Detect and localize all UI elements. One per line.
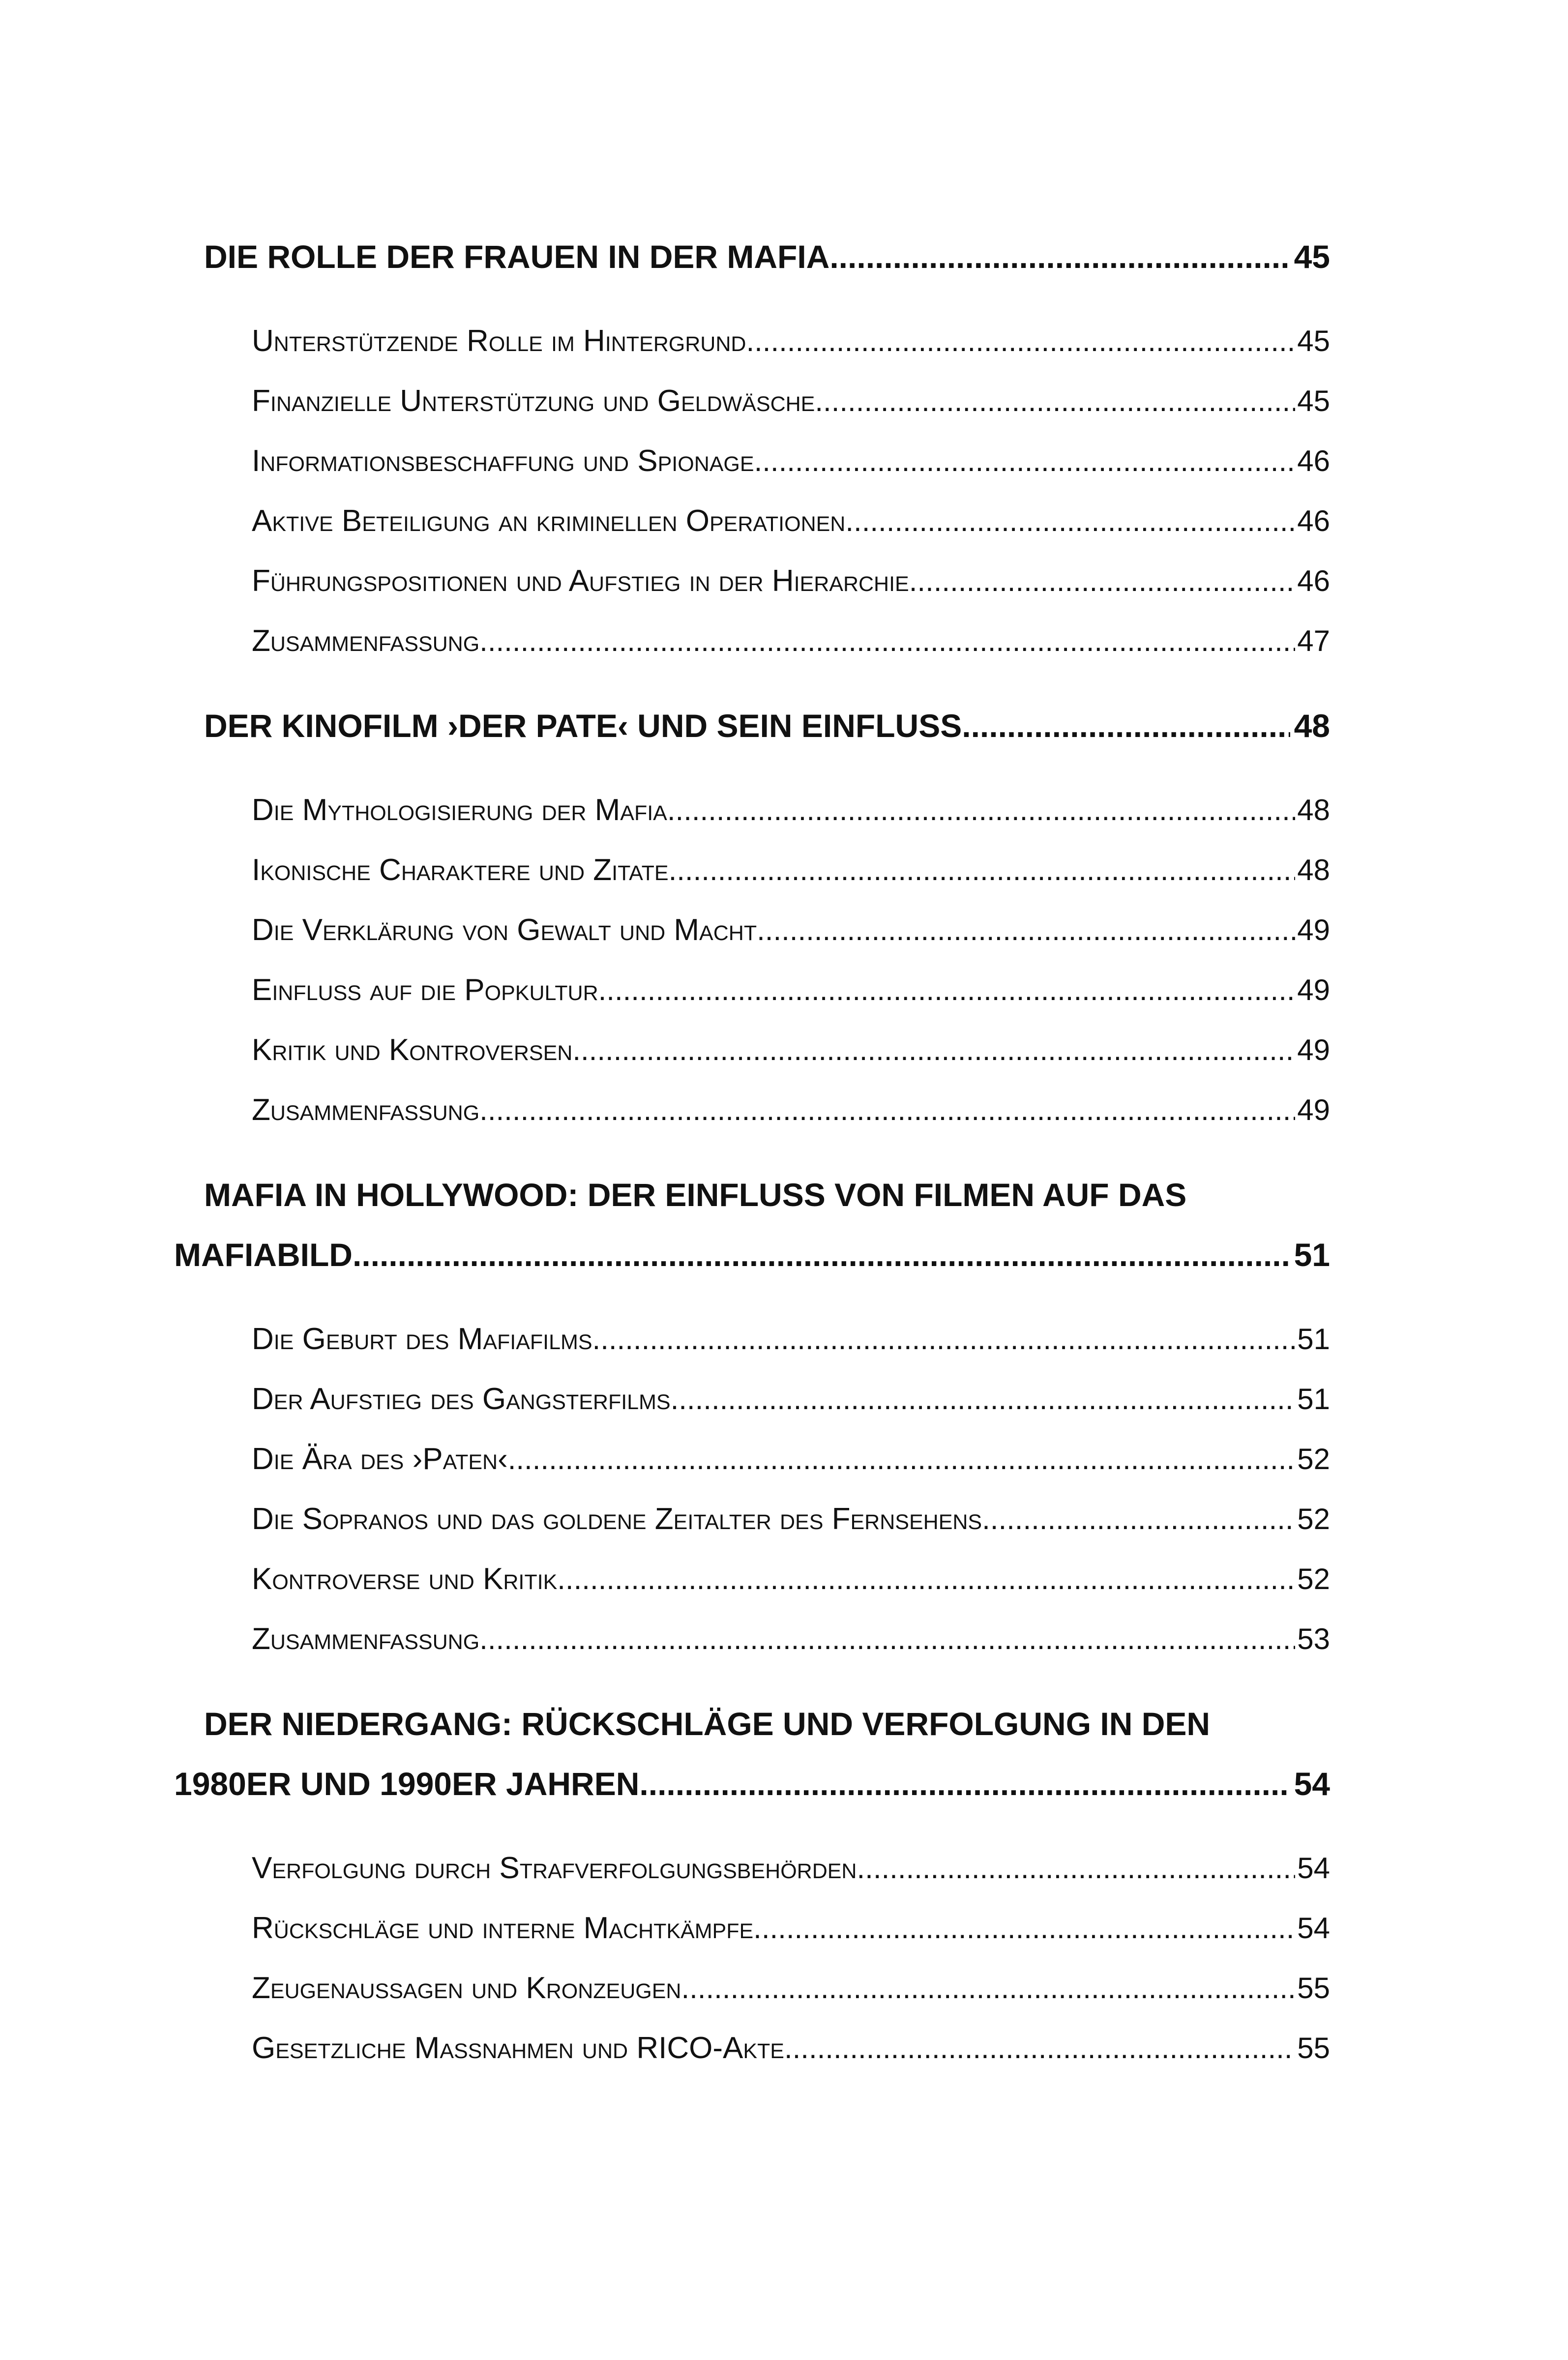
chapter-title-line1[interactable]: DER NIEDERGANG: RÜCKSCHLÄGE UND VERFOLGUNG IN DEN [204, 1706, 1211, 1742]
section-title: Kritik und Kontroversen [252, 1033, 573, 1067]
dot-leader [508, 1442, 1296, 1476]
section-title: Die Geburt des Mafiafilms [252, 1322, 592, 1356]
dot-leader [815, 384, 1295, 418]
dot-leader [784, 2031, 1295, 2065]
section-title: Kontroverse und Kritik [252, 1562, 558, 1596]
dot-leader [557, 1562, 1295, 1596]
chapter-title-line2: 1980ER UND 1990ER JAHREN [174, 1766, 640, 1802]
section-title: Die Ära des ›Paten‹ [252, 1442, 508, 1476]
toc-section-entry[interactable] [252, 853, 1330, 887]
section-title: Der Aufstieg des Gangsterfilms [252, 1382, 671, 1416]
page-number: 45 [1297, 384, 1330, 417]
page-number: 49 [1297, 1093, 1330, 1126]
page-number: 54 [1297, 1852, 1330, 1885]
section-title: Die Mythologisierung der Mafia [252, 793, 667, 827]
toc-section-entry[interactable] [252, 2031, 1330, 2065]
toc-section-entry[interactable] [252, 1442, 1330, 1476]
page-number: 51 [1297, 1323, 1330, 1356]
page-number: 49 [1297, 1033, 1330, 1066]
toc-section-entry[interactable] [252, 973, 1330, 1007]
toc-chapter-entry[interactable] [174, 1236, 1330, 1273]
section-title: Verfolgung durch Strafverfolgungsbehörden [252, 1851, 857, 1885]
section-title: Zeugenaussagen und Kronzeugen [252, 1971, 681, 2005]
page-number: 51 [1294, 1237, 1330, 1273]
page-number: 49 [1297, 974, 1330, 1006]
dot-leader [845, 504, 1295, 538]
toc-section-entry[interactable] [252, 1622, 1330, 1656]
dot-leader [598, 973, 1296, 1007]
toc-chapter-entry[interactable] [204, 707, 1330, 744]
toc-section-entry[interactable] [252, 1382, 1330, 1416]
toc-section-entry[interactable] [252, 1851, 1330, 1886]
page-number: 48 [1294, 708, 1330, 744]
toc-section-entry[interactable] [252, 384, 1330, 418]
dot-leader [671, 1382, 1296, 1416]
toc-section-entry[interactable] [252, 1322, 1330, 1357]
section-title: Aktive Beteiligung an kriminellen Operationen [252, 504, 846, 538]
dot-leader [982, 1502, 1295, 1536]
section-title: Zusammenfassung [252, 1622, 480, 1656]
toc-section-entry[interactable] [252, 563, 1330, 598]
dot-leader [572, 1033, 1295, 1067]
section-title: Gesetzliche Maßnahmen und RICO-Akte [252, 2031, 784, 2065]
page-number: 48 [1297, 854, 1330, 886]
section-title: Einfluss auf die Popkultur [252, 973, 598, 1007]
page-number: 55 [1297, 1972, 1330, 2005]
page-number: 46 [1297, 564, 1330, 597]
toc-section-entry[interactable] [252, 1911, 1330, 1946]
section-title: Die Sopranos und das goldene Zeitalter des Fernsehens [252, 1502, 982, 1536]
section-title: Die Verklärung von Gewalt und Macht [252, 913, 757, 947]
dot-leader [479, 1093, 1295, 1127]
page-number: 51 [1297, 1383, 1330, 1416]
dot-leader [754, 444, 1296, 478]
dot-leader [639, 1765, 1290, 1802]
toc-section-entry[interactable] [252, 793, 1330, 827]
page-number: 52 [1297, 1443, 1330, 1475]
toc-chapter-entry[interactable] [204, 238, 1330, 275]
dot-leader [479, 624, 1295, 658]
dot-leader [829, 238, 1290, 275]
dot-leader [962, 707, 1290, 744]
dot-leader [681, 1971, 1295, 2005]
dot-leader [592, 1322, 1296, 1356]
chapter-title: DIE ROLLE DER FRAUEN IN DER MAFIA [204, 238, 830, 275]
page-number: 47 [1297, 624, 1330, 657]
page-number: 52 [1297, 1563, 1330, 1595]
page-number: 52 [1297, 1503, 1330, 1535]
toc-section-entry[interactable] [252, 443, 1330, 478]
toc-section-entry[interactable] [252, 324, 1330, 358]
toc-section-entry[interactable] [252, 1502, 1330, 1536]
page-number: 48 [1297, 794, 1330, 826]
toc-section-entry[interactable] [252, 1971, 1330, 2006]
toc-section-entry[interactable] [252, 623, 1330, 658]
section-title: Informationsbeschaffung und Spionage [252, 444, 754, 478]
dot-leader [909, 564, 1296, 598]
dot-leader [353, 1236, 1290, 1273]
section-title: Rückschläge und interne Machtkämpfe [252, 1911, 754, 1945]
chapter-title-line2: MAFIABILD [174, 1237, 353, 1273]
chapter-title: DER KINOFILM ›DER PATE‹ UND SEIN EINFLUSS [204, 708, 962, 744]
page-number: 55 [1297, 2032, 1330, 2065]
toc-section-entry[interactable] [252, 503, 1330, 538]
toc-section-entry[interactable] [252, 913, 1330, 947]
section-title: Führungspositionen und Aufstieg in der Hierarchie [252, 564, 909, 598]
toc-section-entry[interactable] [252, 1092, 1330, 1127]
section-title: Unterstützende Rolle im Hintergrund [252, 324, 746, 358]
page-number: 46 [1297, 504, 1330, 537]
dot-leader [746, 324, 1295, 358]
toc-section-entry[interactable] [252, 1032, 1330, 1067]
page-number: 54 [1294, 1766, 1330, 1802]
section-title: Finanzielle Unterstützung und Geldwäsche [252, 384, 815, 418]
dot-leader [757, 913, 1295, 947]
toc-chapter-entry[interactable] [174, 1765, 1330, 1802]
dot-leader [857, 1851, 1295, 1885]
page-number: 45 [1294, 238, 1330, 275]
page-number: 53 [1297, 1622, 1330, 1655]
section-title: Zusammenfassung [252, 624, 480, 658]
dot-leader [479, 1622, 1295, 1656]
page-number: 49 [1297, 914, 1330, 946]
page-number: 54 [1297, 1912, 1330, 1945]
page-number: 46 [1297, 444, 1330, 477]
dot-leader [669, 853, 1296, 887]
dot-leader [667, 793, 1295, 827]
dot-leader [753, 1911, 1295, 1945]
page-number: 45 [1297, 324, 1330, 357]
section-title: Zusammenfassung [252, 1093, 480, 1127]
section-title: Ikonische Charaktere und Zitate [252, 853, 669, 887]
chapter-title-line1[interactable]: MAFIA IN HOLLYWOOD: DER EINFLUSS VON FILMEN AUF DAS [204, 1177, 1187, 1213]
toc-section-entry[interactable] [252, 1562, 1330, 1596]
